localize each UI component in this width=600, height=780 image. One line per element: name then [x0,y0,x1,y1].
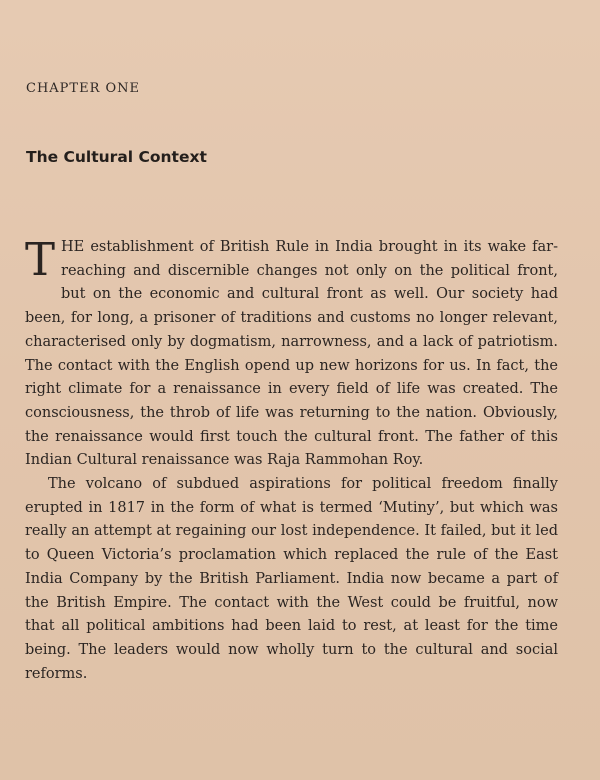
drop-cap: T [25,233,56,286]
chapter-label: CHAPTER ONE [26,81,141,96]
paragraph-1-text: HE establishment of British Rule in India brought in its wake far-reaching and discernible changes not only on the political front, but on the economic and cultural front as well. Our society had been, for long, a prisoner of traditions and customs no longer relevant, characterised only by dogmatism, narrowness, and a lack of patriotism. The contact with the English opend up new horizons for us. In fact, the right climate for a renaissance in every field of life was created. The consciousness, the throb of life was returning to the nation. Obviously, the renaissance would first touch the cultural front. The father of this Indian Cultural renaissance was Raja Rammohan Roy. [25,239,558,469]
paragraph-1 [25,233,558,473]
paragraph-2: The volcano of subdued aspirations for political freedom finally erupted in 1817 in the form of what is termed ‘Mutiny’, but which was really an attempt at regaining our lost independence. It failed, but it led to Queen Victoria’s proclamation which replaced the rule of the East India Company by the British Parliament. India now became a part of the British Empire. The contact with the West could be fruitful, now that all political ambitions had been laid to rest, at least for the time being. The leaders would now wholly turn to the cultural and social reforms. [25,476,558,682]
chapter-title: The Cultural Context [26,148,207,166]
body-text [25,233,558,686]
